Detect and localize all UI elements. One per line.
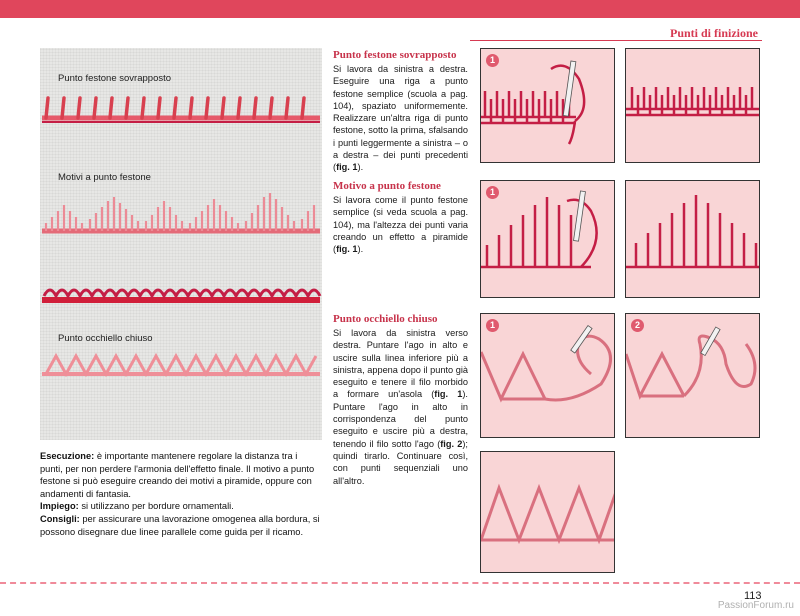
- photo-caption: [40, 450, 322, 538]
- figure-scallop-motif-result: [625, 180, 760, 298]
- figure-closed-buttonhole-result: [480, 451, 615, 573]
- watermark: PassionForum.ru: [717, 600, 794, 611]
- stitch-title: Motivo a punto festone: [333, 180, 441, 192]
- figure-closed-buttonhole-step-2: [625, 313, 760, 438]
- stitch-overlapped-blanket: [333, 49, 468, 174]
- photo-label-overlapped-blanket: Punto festone sovrapposto: [58, 73, 172, 84]
- photo-label-scallop-motif: Motivi a punto festone: [58, 172, 151, 183]
- figure-number-badge: 1: [486, 186, 499, 199]
- stitch-scallop-motif: [333, 180, 468, 255]
- figure-number-badge: 1: [486, 319, 499, 332]
- figure-closed-buttonhole-step-1: [480, 313, 615, 438]
- stitch-description: Si lavora come il punto festone semplice (si veda scuola a pag. 104), ma l'altezza dei punti varia creando un effetto a piramide (fig. 1).: [333, 195, 468, 255]
- use-text: si utilizzano per bordure ornamentali.: [78, 501, 234, 512]
- stitch-description: Si lavora da sinistra a destra. Eseguire una riga a punto festone semplice (scuola a pag. 104), spaziato uniformemente. Realizzare un'altra riga di punto festone, sotto la prima, sfalsando i punti leggermente a sinistra – o a destra – dei punti precedenti (fig. 1).: [333, 64, 468, 173]
- execution-label: Esecuzione:: [40, 451, 95, 461]
- execution-text: è importante mantenere regolare la distanza tra i punti, per non perdere l'armonia dell'effetto finale. Il motivo a punto festone si può eseguire creando dei motivi a piramide, oppure con andamenti di fantasia.: [40, 451, 315, 499]
- photo-label-closed-buttonhole: Punto occhiello chiuso: [58, 333, 153, 344]
- use-label: Impiego:: [40, 501, 79, 512]
- sample-overlapped-blanket: [40, 88, 322, 138]
- stitch-title: Punto occhiello chiuso: [333, 313, 438, 325]
- header-band: [0, 0, 800, 18]
- figure-number-badge: 2: [631, 319, 644, 332]
- figure-scallop-motif-step-1: [480, 180, 615, 298]
- page-number: 113: [744, 590, 762, 602]
- sample-photo: [40, 48, 322, 440]
- tips-text: per assicurare una lavorazione omogenea alla bordura, si possono disegnare due linee parallele come guida per il ricamo.: [40, 513, 320, 537]
- sample-closed-buttonhole: [40, 348, 322, 388]
- sample-dense-blanket: [40, 276, 322, 316]
- stitch-description: Si lavora da sinistra verso destra. Puntare l'ago in alto e uscire sulla linea inferiore più a sinistra, appena dopo il punto già eseguito e tenere il filo morbido a formare un'asola (fig. 1). Puntare l'ago in alto in corrispondenza del punto eseguito e uscire più a destra, tenendo il filo sotto l'ago (fig. 2); quindi tirarlo. Continuare così, con punti sequenziali uno all'altro.: [333, 328, 468, 486]
- tips-label: Consigli:: [40, 513, 80, 524]
- figure-overlapped-blanket-step-1: [480, 48, 615, 163]
- section-divider: [470, 40, 762, 41]
- sample-scallop-motif: [40, 185, 322, 245]
- section-title: Punti di finizione: [669, 26, 758, 40]
- stitch-title: Punto festone sovrapposto: [333, 49, 457, 61]
- figure-number-badge: 1: [486, 54, 499, 67]
- footer-divider: [0, 582, 800, 584]
- stitch-closed-buttonhole: [333, 313, 468, 487]
- figure-overlapped-blanket-result: [625, 48, 760, 163]
